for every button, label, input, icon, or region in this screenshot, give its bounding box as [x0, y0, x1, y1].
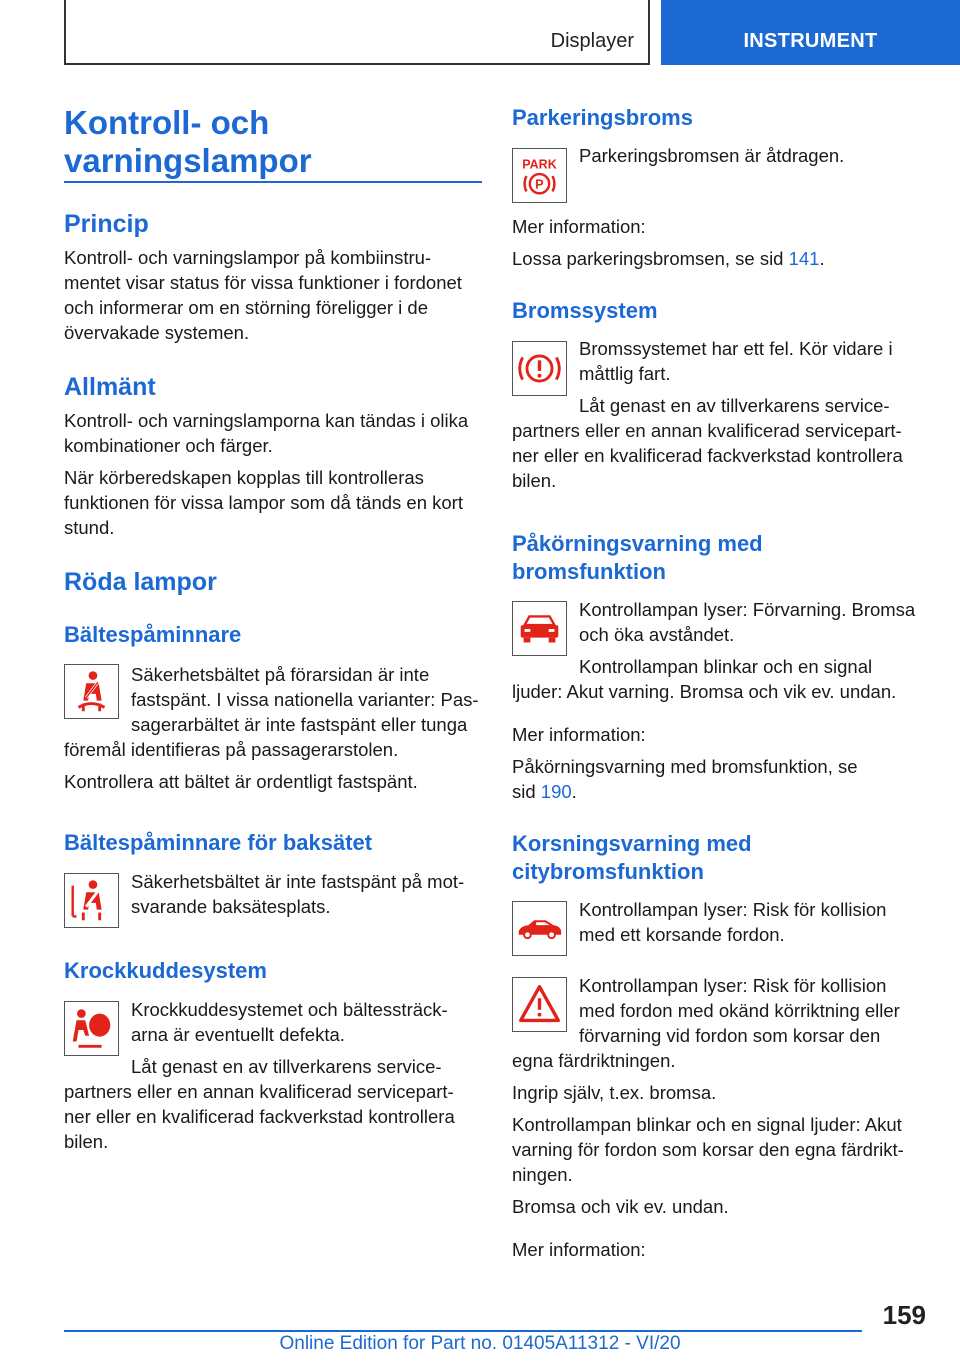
baltes-text: föremål identifieras på passagerarstolen.: [64, 739, 399, 760]
heading-bromssystem: Bromssystem: [512, 298, 658, 323]
park-reference-text: Lossa parkeringsbromsen, se sid: [512, 248, 789, 269]
allmant-text: stund.: [64, 517, 115, 538]
broms-text: måttlig fart.: [579, 363, 671, 384]
princip-text: mentet visar status för vissa funktioner i fordonet: [64, 272, 462, 293]
princip-text: övervakade systemen.: [64, 322, 250, 343]
allmant-text: kombinationer och färger.: [64, 435, 273, 456]
page-title-line1: Kontroll- och: [64, 104, 270, 141]
page-title-line2: varningslampor: [64, 142, 312, 179]
korsning-text: med fordon med okänd körriktning eller: [579, 1000, 900, 1021]
pakorning-reference-end: .: [571, 781, 577, 802]
pakorning-text: ljuder: Akut varning. Bromsa och vik ev. undan.: [512, 681, 897, 702]
broms-text: Bromssystemet har ett fel. Kör vidare i: [579, 338, 893, 359]
krock-text: Låt genast en av tillverkarens service-: [131, 1056, 442, 1077]
footer-edition: Online Edition for Part no. 01405A11312 - VI/20: [279, 1333, 681, 1354]
korsning-text: ningen.: [512, 1164, 573, 1185]
baltes-bak-text: svarande baksätesplats.: [131, 896, 331, 917]
pakorning-text: Kontrollampan blinkar och en signal: [579, 656, 873, 677]
broms-text: partners eller en annan kvalificerad servicepart-: [512, 420, 902, 441]
heading-baltespaminnare: Bältespåminnare: [64, 622, 242, 647]
baltes-text: fastspänt. I vissa nationella varianter: Pas-: [131, 689, 479, 710]
header-section-tab: [64, 0, 650, 65]
parking-brake-icon-text: PARK: [522, 157, 557, 172]
park-reference: [512, 246, 930, 271]
heading-parkeringsbroms: Parkeringsbroms: [512, 105, 693, 130]
baltes-bak-text: Säkerhetsbältet är inte fastspänt på mot-: [131, 871, 465, 892]
svg-text:P: P: [535, 177, 544, 192]
header-section-label: Displayer: [550, 30, 634, 52]
krock-text: bilen.: [64, 1131, 109, 1152]
page-link-190[interactable]: 190: [540, 781, 572, 802]
broms-text: ner eller en kvalificerad fackverkstad kontrollera: [512, 445, 903, 466]
princip-text: och informerar om en störning föreligger i de: [64, 297, 429, 318]
korsning-text: Bromsa och vik ev. undan.: [512, 1196, 729, 1217]
header-chapter-label: INSTRUMENT: [743, 30, 878, 52]
heading-baltespaminnare-baksatet: Bältespåminnare för baksätet: [64, 830, 373, 855]
heading-roda-lampor: Röda lampor: [64, 568, 217, 596]
pakorning-reference: [512, 779, 930, 804]
allmant-text: Kontroll- och varningslamporna kan tändas i olika: [64, 410, 469, 431]
park-text: Parkeringsbromsen är åtdragen.: [579, 145, 845, 166]
baltes-text: Säkerhetsbältet på förarsidan är inte: [131, 664, 430, 685]
heading-allmant: Allmänt: [64, 373, 156, 401]
korsning-text: Ingrip själv, t.ex. bromsa.: [512, 1082, 717, 1103]
korsning-text: förvarning vid fordon som korsar den: [579, 1025, 881, 1046]
title-rule: [64, 181, 482, 183]
allmant-text: funktionen för vissa lampor som då tänds en kort: [64, 492, 463, 513]
korsning-text: med ett korsande fordon.: [579, 924, 785, 945]
heading-pakorningsvarning-l2: bromsfunktion: [512, 559, 666, 584]
park-more-info: Mer information:: [512, 216, 646, 237]
pakorning-text: och öka avståndet.: [579, 624, 735, 645]
footer-rule: [64, 1330, 862, 1332]
park-reference-end: .: [819, 248, 825, 269]
korsning-more-info: Mer information:: [512, 1239, 646, 1260]
pakorning-reference-text: Påkörningsvarning med bromsfunktion, se: [512, 756, 858, 777]
baltes-text: Kontrollera att bältet är ordentligt fastspänt.: [64, 771, 418, 792]
heading-pakorningsvarning-l1: Påkörningsvarning med: [512, 531, 763, 556]
heading-princip: Princip: [64, 210, 149, 238]
krock-text: Krockkuddesystemet och bältessträck-: [131, 999, 448, 1020]
header-chapter-tab: [661, 0, 960, 65]
korsning-text: Kontrollampan lyser: Risk för kollision: [579, 899, 887, 920]
krock-text: arna är eventuellt defekta.: [131, 1024, 345, 1045]
allmant-text: När körberedskapen kopplas till kontrolleras: [64, 467, 424, 488]
heading-krockkuddesystem: Krockkuddesystem: [64, 958, 267, 983]
pakorning-more-info: Mer information:: [512, 724, 646, 745]
heading-korsningsvarning-l2: citybromsfunktion: [512, 859, 704, 884]
korsning-text: varning för fordon som korsar den egna färdrikt-: [512, 1139, 904, 1160]
krock-text: ner eller en kvalificerad fackverkstad kontrollera: [64, 1106, 455, 1127]
heading-korsningsvarning-l1: Korsningsvarning med: [512, 831, 752, 856]
pakorning-text: Kontrollampan lyser: Förvarning. Bromsa: [579, 599, 916, 620]
page-link-141[interactable]: 141: [788, 248, 820, 269]
broms-text: bilen.: [512, 470, 557, 491]
krock-text: partners eller en annan kvalificerad servicepart-: [64, 1081, 454, 1102]
pakorning-reference-sid: sid: [512, 781, 541, 802]
princip-text: Kontroll- och varningslampor på kombiinstru-: [64, 247, 432, 268]
korsning-text: Kontrollampan lyser: Risk för kollision: [579, 975, 887, 996]
korsning-text: Kontrollampan blinkar och en signal ljuder: Akut: [512, 1114, 902, 1135]
broms-text: Låt genast en av tillverkarens service-: [579, 395, 890, 416]
page-number: 159: [882, 1300, 926, 1330]
korsning-text: egna färdriktningen.: [512, 1050, 676, 1071]
baltes-text: sagerarbältet är inte fastspänt eller tunga: [131, 714, 468, 735]
